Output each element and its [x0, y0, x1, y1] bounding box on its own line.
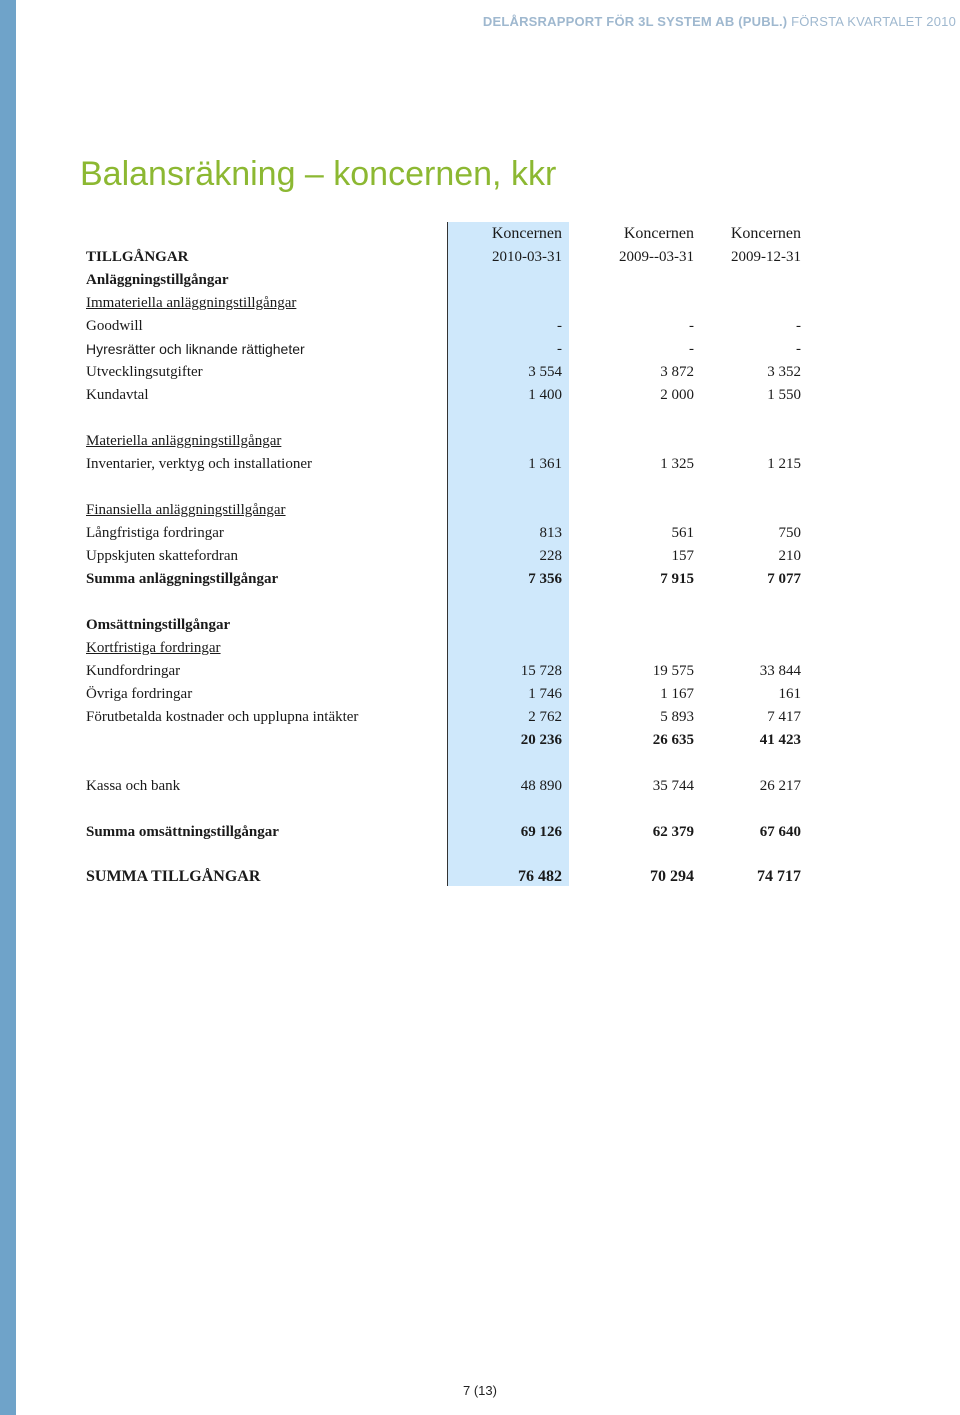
row-label: Omsättningstillgångar	[86, 617, 231, 633]
row-label: Summa anläggningstillgångar	[86, 571, 279, 587]
table-row	[0, 522, 960, 544]
table-row	[0, 430, 960, 452]
value-2010-03-31: 228	[539, 548, 562, 564]
table-row	[0, 361, 960, 383]
value-2010-03-31: 813	[539, 525, 562, 541]
value-2009-03-31: 7 915	[660, 571, 694, 587]
table-row	[0, 545, 960, 567]
row-label: Materiella anläggningstillgångar	[86, 433, 282, 449]
column-date-1: 2010-03-31	[492, 249, 562, 265]
column-entity-3: Koncernen	[730, 225, 801, 242]
value-2009-12-31: 161	[778, 686, 801, 702]
value-2009-12-31: 67 640	[759, 824, 801, 840]
value-2010-03-31: 3 554	[528, 364, 562, 380]
value-2009-12-31: 74 717	[757, 868, 801, 885]
value-2009-03-31: 1 167	[660, 686, 694, 702]
value-2009-03-31: 19 575	[652, 663, 694, 679]
value-2009-12-31: 1 550	[767, 387, 801, 403]
value-2009-03-31: 3 872	[660, 364, 694, 380]
row-label: Uppskjuten skattefordran	[86, 548, 239, 564]
value-2009-12-31: 7 077	[767, 571, 801, 587]
value-2009-03-31: 5 893	[660, 709, 694, 725]
column-entity-2: Koncernen	[623, 225, 694, 242]
section-label: TILLGÅNGAR	[86, 249, 189, 265]
value-2009-12-31: 3 352	[767, 364, 801, 380]
table-row	[0, 775, 960, 797]
table-row	[0, 614, 960, 636]
value-2009-12-31: 7 417	[767, 709, 801, 725]
table-row	[0, 637, 960, 659]
value-2009-03-31: 26 635	[652, 732, 694, 748]
page-title: Balansräkning – koncernen, kkr	[80, 155, 557, 193]
report-header	[483, 14, 956, 29]
value-2010-03-31: 1 400	[528, 387, 562, 403]
table-row	[0, 683, 960, 705]
row-label: Övriga fordringar	[86, 686, 193, 702]
row-label: Anläggningstillgångar	[86, 272, 229, 288]
column-entity-1: Koncernen	[491, 225, 562, 242]
column-date-2: 2009--03-31	[619, 249, 694, 265]
table-row	[0, 660, 960, 682]
table-row-subtotal	[0, 821, 960, 843]
row-label: Kassa och bank	[86, 778, 181, 794]
row-label: Utvecklingsutgifter	[86, 364, 203, 380]
row-label: Goodwill	[86, 318, 143, 334]
table-row-subtotal	[0, 568, 960, 590]
value-2010-03-31: 76 482	[518, 868, 562, 885]
row-label: Kundavtal	[86, 387, 149, 403]
value-2009-12-31: 41 423	[759, 732, 801, 748]
value-2009-03-31: 2 000	[660, 387, 694, 403]
column-date-row	[0, 246, 960, 268]
row-label: Kundfordringar	[86, 663, 181, 679]
table-row-subtotal	[0, 729, 960, 751]
table-row-total	[0, 866, 960, 888]
value-2010-03-31: 1 746	[528, 686, 562, 702]
row-label: Finansiella anläggningstillgångar	[86, 502, 286, 518]
value-2010-03-31: 1 361	[528, 456, 562, 472]
value-2010-03-31: 15 728	[520, 663, 562, 679]
row-label: Summa omsättningstillgångar	[86, 824, 279, 840]
value-2009-03-31: 1 325	[660, 456, 694, 472]
table-row	[0, 315, 960, 337]
row-label: Hyresrätter och liknande rättigheter	[86, 341, 305, 357]
value-2009-12-31: 33 844	[759, 663, 801, 679]
value-2010-03-31: 2 762	[528, 709, 562, 725]
row-label: Långfristiga fordringar	[86, 525, 224, 541]
value-2009-12-31: 210	[778, 548, 801, 564]
table-row	[0, 453, 960, 475]
table-row	[0, 338, 960, 360]
column-date-3: 2009-12-31	[731, 249, 801, 265]
value-2010-03-31: -	[557, 341, 562, 357]
table-row	[0, 706, 960, 728]
value-2010-03-31: 48 890	[520, 778, 562, 794]
row-label: Inventarier, verktyg och installationer	[86, 456, 312, 472]
value-2009-12-31: 1 215	[767, 456, 801, 472]
table-row	[0, 499, 960, 521]
value-2009-03-31: 70 294	[650, 868, 694, 885]
value-2009-12-31: 26 217	[759, 778, 801, 794]
table-row	[0, 292, 960, 314]
table-row	[0, 269, 960, 291]
row-label: Förutbetalda kostnader och upplupna intäkter	[86, 709, 359, 725]
value-2009-03-31: 35 744	[652, 778, 694, 794]
row-label: SUMMA TILLGÅNGAR	[86, 868, 261, 885]
value-2010-03-31: -	[557, 318, 562, 334]
value-2009-12-31: -	[796, 341, 801, 357]
value-2010-03-31: 20 236	[520, 732, 562, 748]
value-2009-03-31: 157	[671, 548, 694, 564]
page-number: 7 (13)	[463, 1383, 497, 1398]
table-row	[0, 384, 960, 406]
value-2009-12-31: 750	[778, 525, 801, 541]
value-2009-03-31: -	[689, 318, 694, 334]
value-2009-03-31: 561	[671, 525, 694, 541]
value-2010-03-31: 69 126	[520, 824, 562, 840]
value-2009-12-31: -	[796, 318, 801, 334]
report-header-light: FÖRSTA KVARTALET 2010	[787, 14, 956, 29]
value-2010-03-31: 7 356	[528, 571, 562, 587]
row-label: Kortfristiga fordringar	[86, 640, 221, 656]
report-header-bold: DELÅRSRAPPORT FÖR 3L SYSTEM AB (PUBL.)	[482, 14, 788, 29]
column-entity-row	[0, 223, 960, 245]
value-2009-03-31: -	[689, 341, 694, 357]
row-label: Immateriella anläggningstillgångar	[86, 295, 297, 311]
value-2009-03-31: 62 379	[652, 824, 694, 840]
